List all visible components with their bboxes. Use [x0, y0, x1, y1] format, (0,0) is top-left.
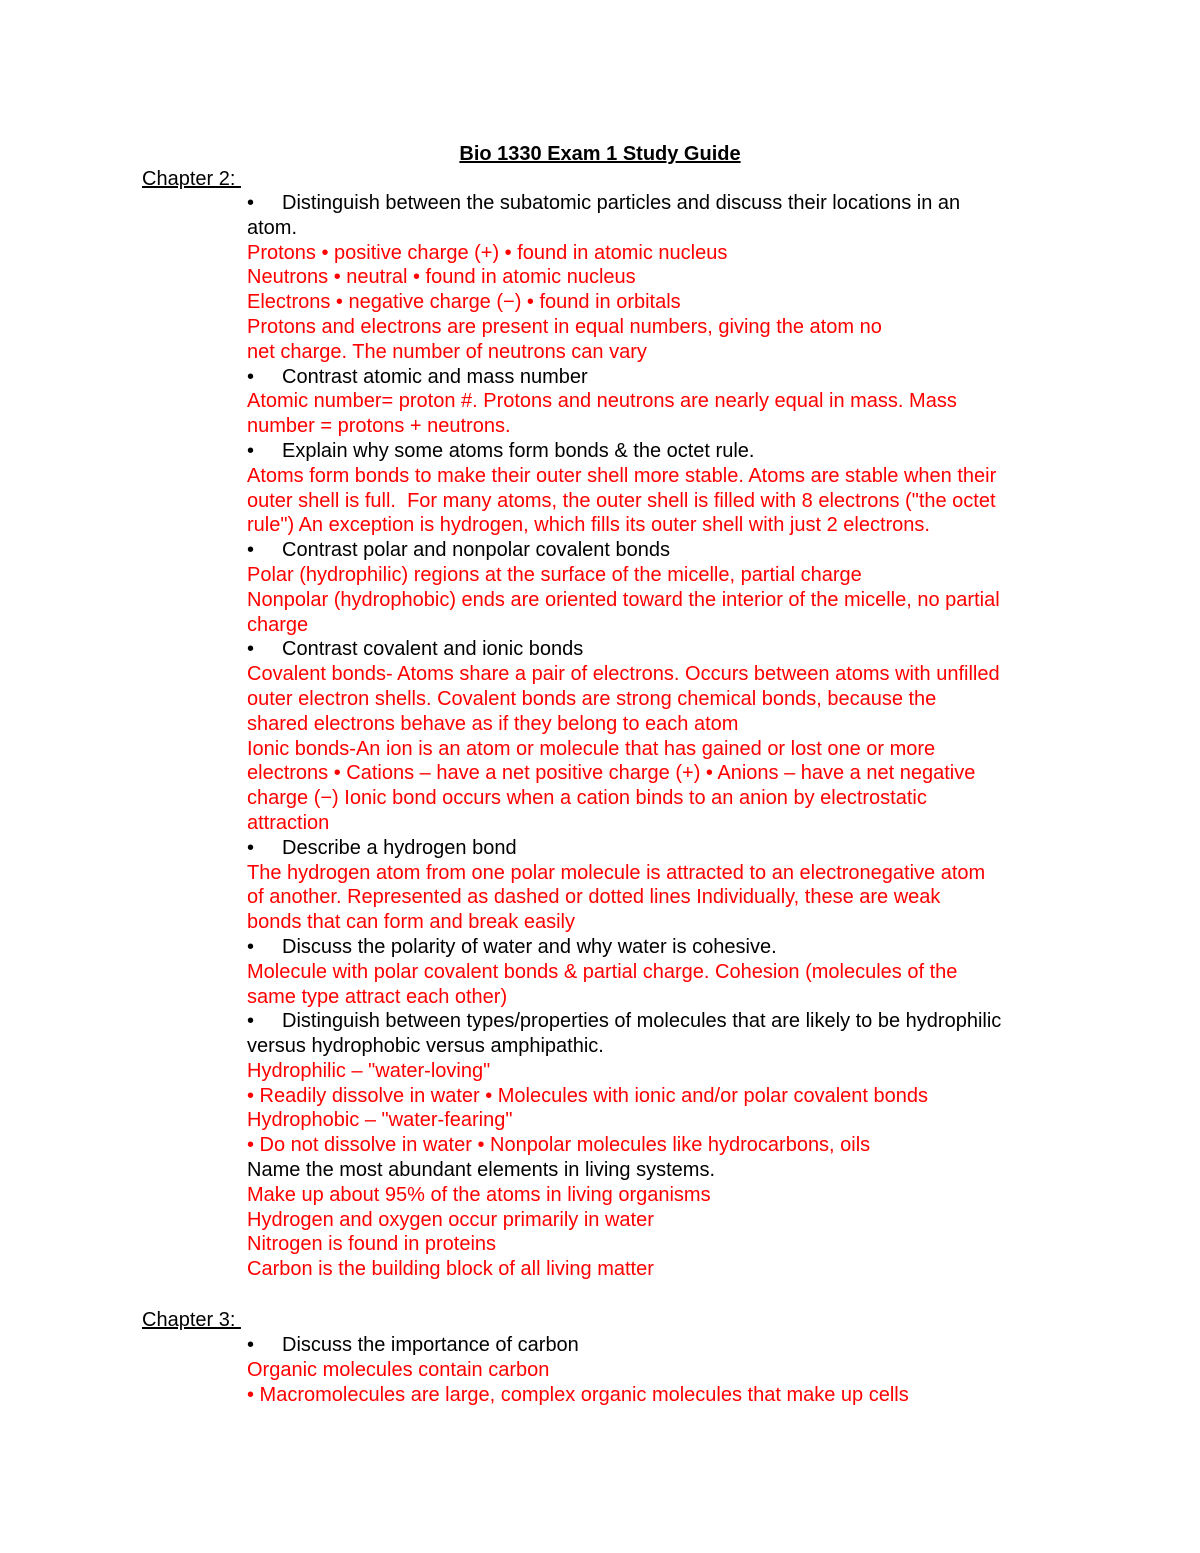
answer-line: charge (−) Ionic bond occurs when a cation binds to an anion by electrostatic: [247, 787, 927, 810]
answer-line: Carbon is the building block of all living matter: [247, 1258, 654, 1281]
bullet-icon: •: [247, 935, 255, 958]
answer-line: outer shell is full. For many atoms, the outer shell is filled with 8 electrons ("the octet: [247, 489, 996, 512]
answer-line: bonds that can form and break easily: [247, 911, 575, 934]
bullet-icon: •: [247, 539, 255, 562]
answer-line: • Do not dissolve in water • Nonpolar molecules like hydrocarbons, oils: [247, 1134, 871, 1157]
question-polar-nonpolar: • Contrast polar and nonpolar covalent bonds: [247, 539, 671, 562]
answer-line: shared electrons behave as if they belong to each atom: [247, 712, 739, 735]
bullet-icon: •: [247, 439, 255, 462]
bullet-icon: •: [247, 836, 255, 859]
answer-line: Atomic number= proton #. Protons and neutrons are nearly equal in mass. Mass: [247, 390, 957, 413]
chapter-3-content: [247, 1333, 1067, 1407]
answer-line: net charge. The number of neutrons can vary: [247, 340, 647, 363]
answer-line: Nitrogen is found in proteins: [247, 1233, 497, 1256]
answer-line: Ionic bonds-An ion is an atom or molecule that has gained or lost one or more: [247, 737, 936, 760]
question-water-polarity: • Discuss the polarity of water and why water is cohesive.: [247, 935, 777, 958]
chapter-2-heading: Chapter 2:: [142, 168, 241, 190]
answer-line: Hydrophobic – "water-fearing": [247, 1109, 513, 1132]
answer-line: Make up about 95% of the atoms in living organisms: [247, 1183, 711, 1206]
answer-line: same type attract each other): [247, 985, 508, 1008]
chapter-3-heading: Chapter 3:: [142, 1309, 241, 1331]
answer-line: Protons and electrons are present in equal numbers, giving the atom no: [247, 315, 882, 338]
answer-line: Organic molecules contain carbon: [247, 1358, 550, 1381]
bullet-icon: •: [247, 1010, 255, 1033]
question-covalent-ionic: • Contrast covalent and ionic bonds: [247, 638, 584, 661]
answer-line: electrons • Cations – have a net positive charge (+) • Anions – have a net negative: [247, 762, 976, 785]
question-hydrophilic-hydrophobic: • Distinguish between types/properties of molecules that are likely to be hydrophilic versus hydrophobic versus amphipathic.: [247, 1010, 1002, 1058]
answer-line: Hydrogen and oxygen occur primarily in water: [247, 1208, 654, 1231]
bullet-icon: •: [247, 192, 255, 214]
answer-line: Covalent bonds- Atoms share a pair of electrons. Occurs between atoms with unfilled: [247, 663, 1000, 686]
answer-line: Polar (hydrophilic) regions at the surface of the micelle, partial charge: [247, 563, 862, 586]
answer-line: • Macromolecules are large, complex organic molecules that make up cells: [247, 1383, 909, 1406]
question-hydrogen-bond: • Describe a hydrogen bond: [247, 836, 517, 859]
answer-line: Molecule with polar covalent bonds & partial charge. Cohesion (molecules of the: [247, 960, 958, 983]
bullet-icon: •: [247, 638, 255, 661]
answer-line: Protons • positive charge (+) • found in atomic nucleus: [247, 241, 728, 264]
answer-line: Hydrophilic – "water-loving": [247, 1059, 491, 1082]
answer-line: Nonpolar (hydrophobic) ends are oriented toward the interior of the micelle, no partial: [247, 588, 1000, 611]
answer-line: of another. Represented as dashed or dotted lines Individually, these are weak: [247, 886, 941, 909]
question-atomic-mass-number: • Contrast atomic and mass number: [247, 365, 588, 388]
answer-line: outer electron shells. Covalent bonds are strong chemical bonds, because the: [247, 687, 937, 710]
answer-line: Electrons • negative charge (−) • found in orbitals: [247, 291, 681, 314]
bullet-icon: •: [247, 365, 255, 388]
answer-line: charge: [247, 613, 309, 636]
question-abundant-elements: Name the most abundant elements in living systems.: [247, 1159, 715, 1182]
answer-line: Atoms form bonds to make their outer shell more stable. Atoms are stable when their: [247, 464, 997, 487]
answer-line: • Readily dissolve in water • Molecules with ionic and/or polar covalent bonds: [247, 1084, 929, 1107]
answer-line: attraction: [247, 811, 330, 834]
document-title: Bio 1330 Exam 1 Study Guide: [459, 143, 741, 165]
answer-line: The hydrogen atom from one polar molecule is attracted to an electronegative atom: [247, 861, 986, 884]
question-carbon-importance: • Discuss the importance of carbon: [247, 1334, 579, 1356]
answer-line: rule") An exception is hydrogen, which fills its outer shell with just 2 electrons.: [247, 514, 930, 537]
bullet-icon: •: [247, 1334, 255, 1356]
answer-line: number = protons + neutrons.: [247, 415, 511, 438]
question-subatomic-particles: • Distinguish between the subatomic particles and discuss their locations in an atom.: [247, 192, 961, 239]
answer-line: Neutrons • neutral • found in atomic nucleus: [247, 266, 636, 289]
chapter-2-content: [247, 191, 1067, 1282]
question-octet-rule: • Explain why some atoms form bonds & the octet rule.: [247, 439, 755, 462]
